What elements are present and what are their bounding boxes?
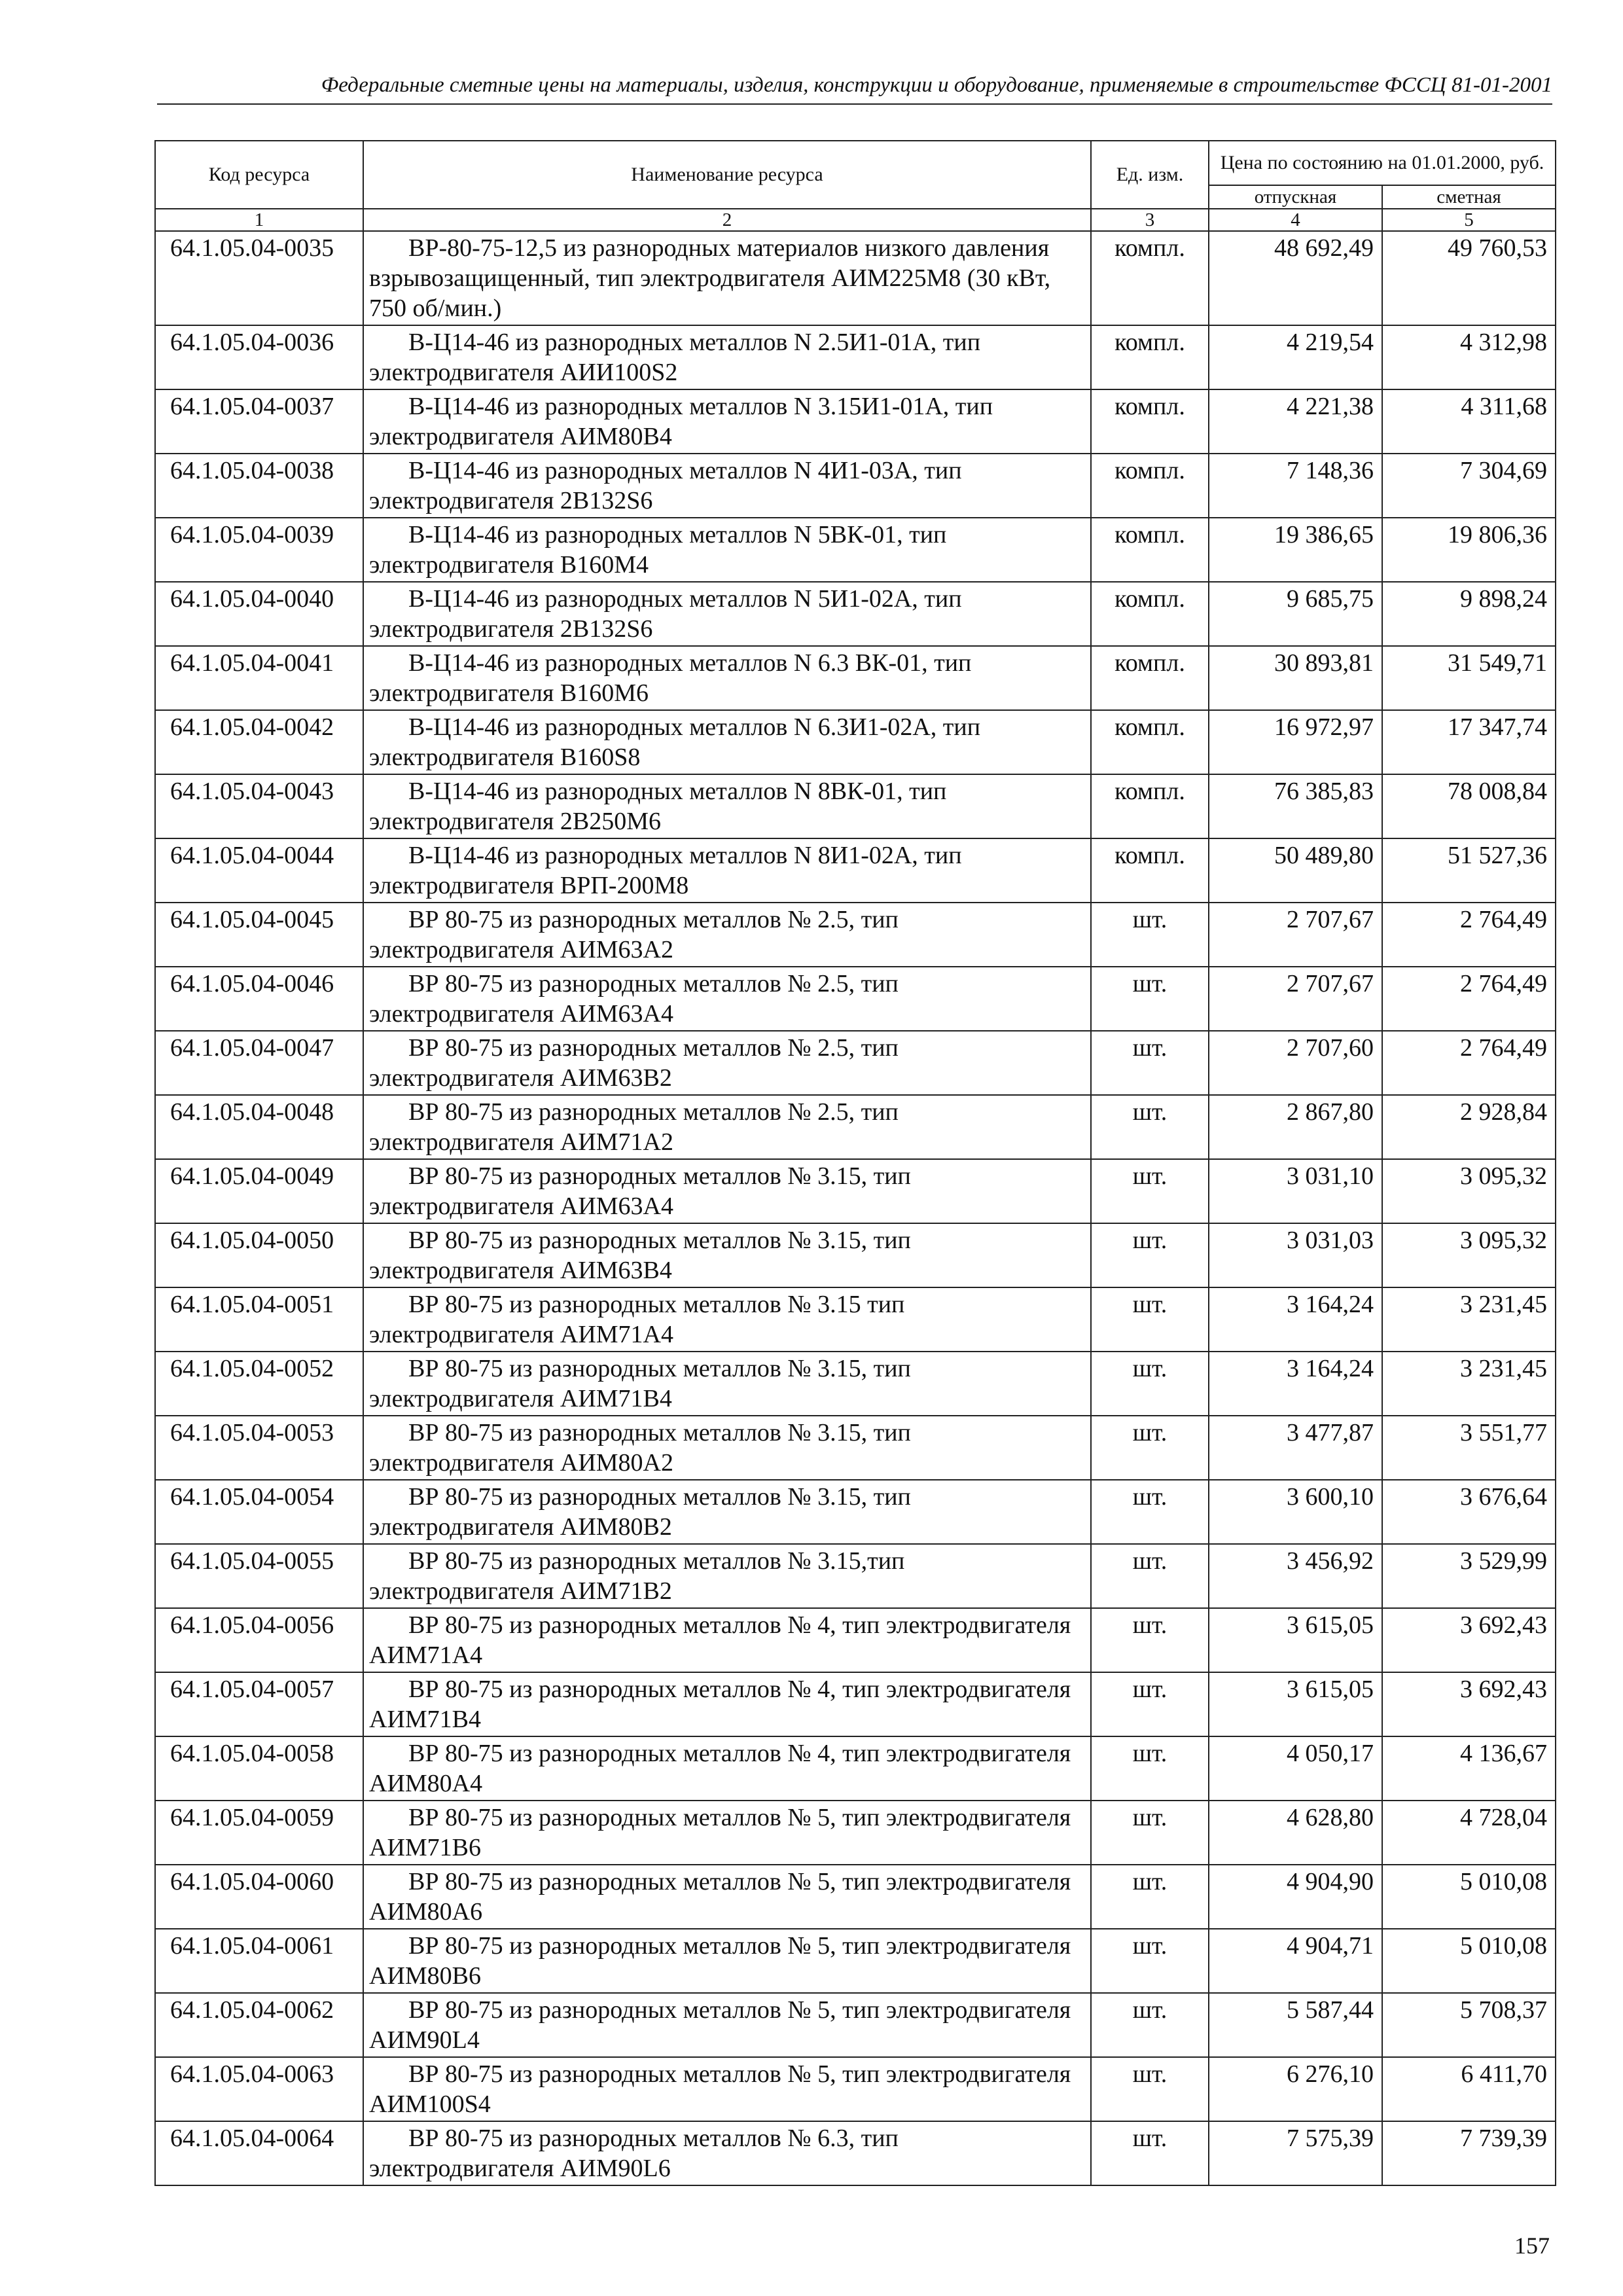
column-number: 5 [1382,209,1556,231]
unit-of-measure: компл. [1091,389,1209,454]
release-price: 3 164,24 [1209,1352,1382,1416]
header-estimate-price: сметная [1382,185,1556,209]
resource-code: 64.1.05.04-0057 [155,1672,363,1736]
resource-name: ВР 80-75 из разнородных металлов № 5, тип электродвигателя АИМ100S4 [363,2057,1091,2121]
release-price: 3 456,92 [1209,1544,1382,1608]
estimate-price: 3 529,99 [1382,1544,1556,1608]
release-price: 6 276,10 [1209,2057,1382,2121]
table-row [155,1993,1556,2057]
resource-name: В-Ц14-46 из разнородных металлов N 8И1-02А, тип электродвигателя ВРП-200М8 [363,838,1091,903]
estimate-price: 17 347,74 [1382,710,1556,774]
resource-name: ВР 80-75 из разнородных металлов № 5, тип электродвигателя АИМ80А6 [363,1865,1091,1929]
unit-of-measure: шт. [1091,1223,1209,1287]
table-row [155,325,1556,389]
table-row [155,1929,1556,1993]
unit-of-measure: компл. [1091,710,1209,774]
estimate-price: 2 764,49 [1382,903,1556,967]
header-price-group: Цена по состоянию на 01.01.2000, руб. [1209,141,1556,185]
release-price: 9 685,75 [1209,582,1382,646]
resource-name: ВР 80-75 из разнородных металлов № 2.5, тип электродвигателя АИМ63В2 [363,1031,1091,1095]
resource-name: ВР 80-75 из разнородных металлов № 5, тип электродвигателя АИМ90L4 [363,1993,1091,2057]
resource-code: 64.1.05.04-0040 [155,582,363,646]
resource-name: ВР 80-75 из разнородных металлов № 4, тип электродвигателя АИМ71В4 [363,1672,1091,1736]
resource-name: ВР 80-75 из разнородных металлов № 2.5, тип электродвигателя АИМ63А2 [363,903,1091,967]
header-code: Код ресурса [155,141,363,209]
release-price: 4 628,80 [1209,1801,1382,1865]
resource-code: 64.1.05.04-0053 [155,1416,363,1480]
resource-code: 64.1.05.04-0046 [155,967,363,1031]
resource-name: ВР 80-75 из разнородных металлов № 5, тип электродвигателя АИМ71В6 [363,1801,1091,1865]
release-price: 4 904,71 [1209,1929,1382,1993]
resource-name: ВР 80-75 из разнородных металлов № 3.15,тип электродвигателя АИМ71В2 [363,1544,1091,1608]
unit-of-measure: шт. [1091,1352,1209,1416]
estimate-price: 3 692,43 [1382,1608,1556,1672]
table-row [155,231,1556,325]
header-rule [157,103,1552,105]
release-price: 3 600,10 [1209,1480,1382,1544]
resource-name: ВР 80-75 из разнородных металлов № 3.15, тип электродвигателя АИМ80А2 [363,1416,1091,1480]
release-price: 4 050,17 [1209,1736,1382,1801]
unit-of-measure: шт. [1091,1159,1209,1223]
resource-name: ВР 80-75 из разнородных металлов № 3.15, тип электродвигателя АИМ80В2 [363,1480,1091,1544]
resource-name: ВР 80-75 из разнородных металлов № 4, тип электродвигателя АИМ80А4 [363,1736,1091,1801]
table-row [155,710,1556,774]
estimate-price: 3 095,32 [1382,1159,1556,1223]
estimate-price: 31 549,71 [1382,646,1556,710]
release-price: 2 707,60 [1209,1031,1382,1095]
resource-code: 64.1.05.04-0035 [155,231,363,325]
resource-code: 64.1.05.04-0055 [155,1544,363,1608]
table-row [155,646,1556,710]
estimate-price: 5 010,08 [1382,1865,1556,1929]
table-row [155,1544,1556,1608]
resource-code: 64.1.05.04-0059 [155,1801,363,1865]
release-price: 19 386,65 [1209,518,1382,582]
release-price: 4 904,90 [1209,1865,1382,1929]
unit-of-measure: компл. [1091,518,1209,582]
release-price: 2 867,80 [1209,1095,1382,1159]
resource-code: 64.1.05.04-0039 [155,518,363,582]
resource-code: 64.1.05.04-0056 [155,1608,363,1672]
column-number: 4 [1209,209,1382,231]
table-row [155,518,1556,582]
unit-of-measure: шт. [1091,1544,1209,1608]
unit-of-measure: шт. [1091,1287,1209,1352]
unit-of-measure: компл. [1091,454,1209,518]
estimate-price: 2 764,49 [1382,967,1556,1031]
table-row [155,838,1556,903]
estimate-price: 4 311,68 [1382,389,1556,454]
table-row [155,903,1556,967]
unit-of-measure: компл. [1091,838,1209,903]
release-price: 4 219,54 [1209,325,1382,389]
release-price: 3 615,05 [1209,1608,1382,1672]
resource-code: 64.1.05.04-0062 [155,1993,363,2057]
table-row [155,1223,1556,1287]
resource-name: ВР 80-75 из разнородных металлов № 3.15 тип электродвигателя АИМ71А4 [363,1287,1091,1352]
page-number: 157 [1514,2233,1550,2259]
table-row [155,2121,1556,2185]
estimate-price: 4 312,98 [1382,325,1556,389]
estimate-price: 3 676,64 [1382,1480,1556,1544]
estimate-price: 4 728,04 [1382,1801,1556,1865]
resource-code: 64.1.05.04-0052 [155,1352,363,1416]
estimate-price: 7 739,39 [1382,2121,1556,2185]
resource-code: 64.1.05.04-0051 [155,1287,363,1352]
resource-code: 64.1.05.04-0061 [155,1929,363,1993]
release-price: 3 164,24 [1209,1287,1382,1352]
table-row [155,454,1556,518]
table-row [155,1865,1556,1929]
estimate-price: 2 928,84 [1382,1095,1556,1159]
estimate-price: 5 708,37 [1382,1993,1556,2057]
resource-code: 64.1.05.04-0049 [155,1159,363,1223]
estimate-price: 4 136,67 [1382,1736,1556,1801]
estimate-price: 3 095,32 [1382,1223,1556,1287]
resource-name: В-Ц14-46 из разнородных металлов N 2.5И1-01А, тип электродвигателя АИИ100S2 [363,325,1091,389]
release-price: 3 031,03 [1209,1223,1382,1287]
price-table [154,140,1556,2186]
table-row [155,1287,1556,1352]
release-price: 76 385,83 [1209,774,1382,838]
unit-of-measure: шт. [1091,1672,1209,1736]
resource-code: 64.1.05.04-0050 [155,1223,363,1287]
release-price: 48 692,49 [1209,231,1382,325]
resource-name: ВР 80-75 из разнородных металлов № 3.15, тип электродвигателя АИМ63А4 [363,1159,1091,1223]
table-row [155,967,1556,1031]
resource-code: 64.1.05.04-0060 [155,1865,363,1929]
column-number: 3 [1091,209,1209,231]
table-row [155,1736,1556,1801]
table-row [155,1672,1556,1736]
estimate-price: 3 231,45 [1382,1287,1556,1352]
unit-of-measure: шт. [1091,1865,1209,1929]
resource-code: 64.1.05.04-0044 [155,838,363,903]
resource-name: ВР 80-75 из разнородных металлов № 5, тип электродвигателя АИМ80В6 [363,1929,1091,1993]
estimate-price: 7 304,69 [1382,454,1556,518]
header-unit: Ед. изм. [1091,141,1209,209]
unit-of-measure: компл. [1091,582,1209,646]
unit-of-measure: компл. [1091,774,1209,838]
table-row [155,582,1556,646]
table-row [155,2057,1556,2121]
table-row [155,1801,1556,1865]
release-price: 2 707,67 [1209,967,1382,1031]
resource-name: В-Ц14-46 из разнородных металлов N 5И1-02А, тип электродвигателя 2В132S6 [363,582,1091,646]
unit-of-measure: шт. [1091,1480,1209,1544]
resource-code: 64.1.05.04-0054 [155,1480,363,1544]
resource-name: ВР 80-75 из разнородных металлов № 2.5, тип электродвигателя АИМ71А2 [363,1095,1091,1159]
unit-of-measure: шт. [1091,903,1209,967]
resource-name: В-Ц14-46 из разнородных металлов N 5ВК-01, тип электродвигателя В160М4 [363,518,1091,582]
unit-of-measure: компл. [1091,231,1209,325]
resource-code: 64.1.05.04-0048 [155,1095,363,1159]
unit-of-measure: шт. [1091,967,1209,1031]
release-price: 7 148,36 [1209,454,1382,518]
resource-name: В-Ц14-46 из разнородных металлов N 6.3 ВК-01, тип электродвигателя В160М6 [363,646,1091,710]
resource-code: 64.1.05.04-0063 [155,2057,363,2121]
estimate-price: 3 551,77 [1382,1416,1556,1480]
resource-code: 64.1.05.04-0037 [155,389,363,454]
unit-of-measure: шт. [1091,2057,1209,2121]
estimate-price: 51 527,36 [1382,838,1556,903]
table-row [155,1608,1556,1672]
unit-of-measure: компл. [1091,646,1209,710]
unit-of-measure: шт. [1091,1031,1209,1095]
estimate-price: 2 764,49 [1382,1031,1556,1095]
price-table-body [155,231,1556,2185]
header-release-price: отпускная [1209,185,1382,209]
estimate-price: 6 411,70 [1382,2057,1556,2121]
release-price: 3 477,87 [1209,1416,1382,1480]
table-row [155,1159,1556,1223]
estimate-price: 19 806,36 [1382,518,1556,582]
table-row [155,1480,1556,1544]
resource-name: В-Ц14-46 из разнородных металлов N 6.3И1-02А, тип электродвигателя В160S8 [363,710,1091,774]
release-price: 3 031,10 [1209,1159,1382,1223]
resource-code: 64.1.05.04-0047 [155,1031,363,1095]
resource-name: ВР 80-75 из разнородных металлов № 3.15, тип электродвигателя АИМ63В4 [363,1223,1091,1287]
resource-name: ВР 80-75 из разнородных металлов № 2.5, тип электродвигателя АИМ63А4 [363,967,1091,1031]
resource-code: 64.1.05.04-0038 [155,454,363,518]
release-price: 16 972,97 [1209,710,1382,774]
release-price: 5 587,44 [1209,1993,1382,2057]
unit-of-measure: шт. [1091,1736,1209,1801]
unit-of-measure: шт. [1091,2121,1209,2185]
release-price: 50 489,80 [1209,838,1382,903]
table-row [155,1095,1556,1159]
table-row [155,389,1556,454]
unit-of-measure: шт. [1091,1993,1209,2057]
resource-code: 64.1.05.04-0043 [155,774,363,838]
running-header: Федеральные сметные цены на материалы, изделия, конструкции и оборудование, применяемые в строительстве ФССЦ 81-01-2001 [321,73,1552,97]
release-price: 30 893,81 [1209,646,1382,710]
resource-name: ВР 80-75 из разнородных металлов № 4, тип электродвигателя АИМ71А4 [363,1608,1091,1672]
release-price: 7 575,39 [1209,2121,1382,2185]
resource-name: В-Ц14-46 из разнородных металлов N 8ВК-01, тип электродвигателя 2В250М6 [363,774,1091,838]
resource-code: 64.1.05.04-0045 [155,903,363,967]
estimate-price: 5 010,08 [1382,1929,1556,1993]
unit-of-measure: шт. [1091,1095,1209,1159]
column-number: 2 [363,209,1091,231]
table-row [155,1031,1556,1095]
resource-name: В-Ц14-46 из разнородных металлов N 4И1-03А, тип электродвигателя 2В132S6 [363,454,1091,518]
estimate-price: 3 692,43 [1382,1672,1556,1736]
estimate-price: 9 898,24 [1382,582,1556,646]
unit-of-measure: шт. [1091,1801,1209,1865]
table-row [155,1352,1556,1416]
estimate-price: 3 231,45 [1382,1352,1556,1416]
unit-of-measure: компл. [1091,325,1209,389]
unit-of-measure: шт. [1091,1416,1209,1480]
resource-name: ВР 80-75 из разнородных металлов № 6.3, тип электродвигателя АИМ90L6 [363,2121,1091,2185]
release-price: 2 707,67 [1209,903,1382,967]
estimate-price: 49 760,53 [1382,231,1556,325]
resource-code: 64.1.05.04-0058 [155,1736,363,1801]
unit-of-measure: шт. [1091,1929,1209,1993]
resource-code: 64.1.05.04-0064 [155,2121,363,2185]
resource-code: 64.1.05.04-0042 [155,710,363,774]
release-price: 3 615,05 [1209,1672,1382,1736]
estimate-price: 78 008,84 [1382,774,1556,838]
release-price: 4 221,38 [1209,389,1382,454]
table-row [155,774,1556,838]
resource-name: ВР 80-75 из разнородных металлов № 3.15, тип электродвигателя АИМ71В4 [363,1352,1091,1416]
unit-of-measure: шт. [1091,1608,1209,1672]
header-name: Наименование ресурса [363,141,1091,209]
resource-name: ВР-80-75-12,5 из разнородных материалов низкого давления взрывозащищенный, тип электродвигателя АИМ225М8 (30 кВт, 750 об/мин.) [363,231,1091,325]
resource-code: 64.1.05.04-0041 [155,646,363,710]
column-number: 1 [155,209,363,231]
resource-code: 64.1.05.04-0036 [155,325,363,389]
resource-name: В-Ц14-46 из разнородных металлов N 3.15И1-01А, тип электродвигателя АИМ80В4 [363,389,1091,454]
table-row [155,1416,1556,1480]
